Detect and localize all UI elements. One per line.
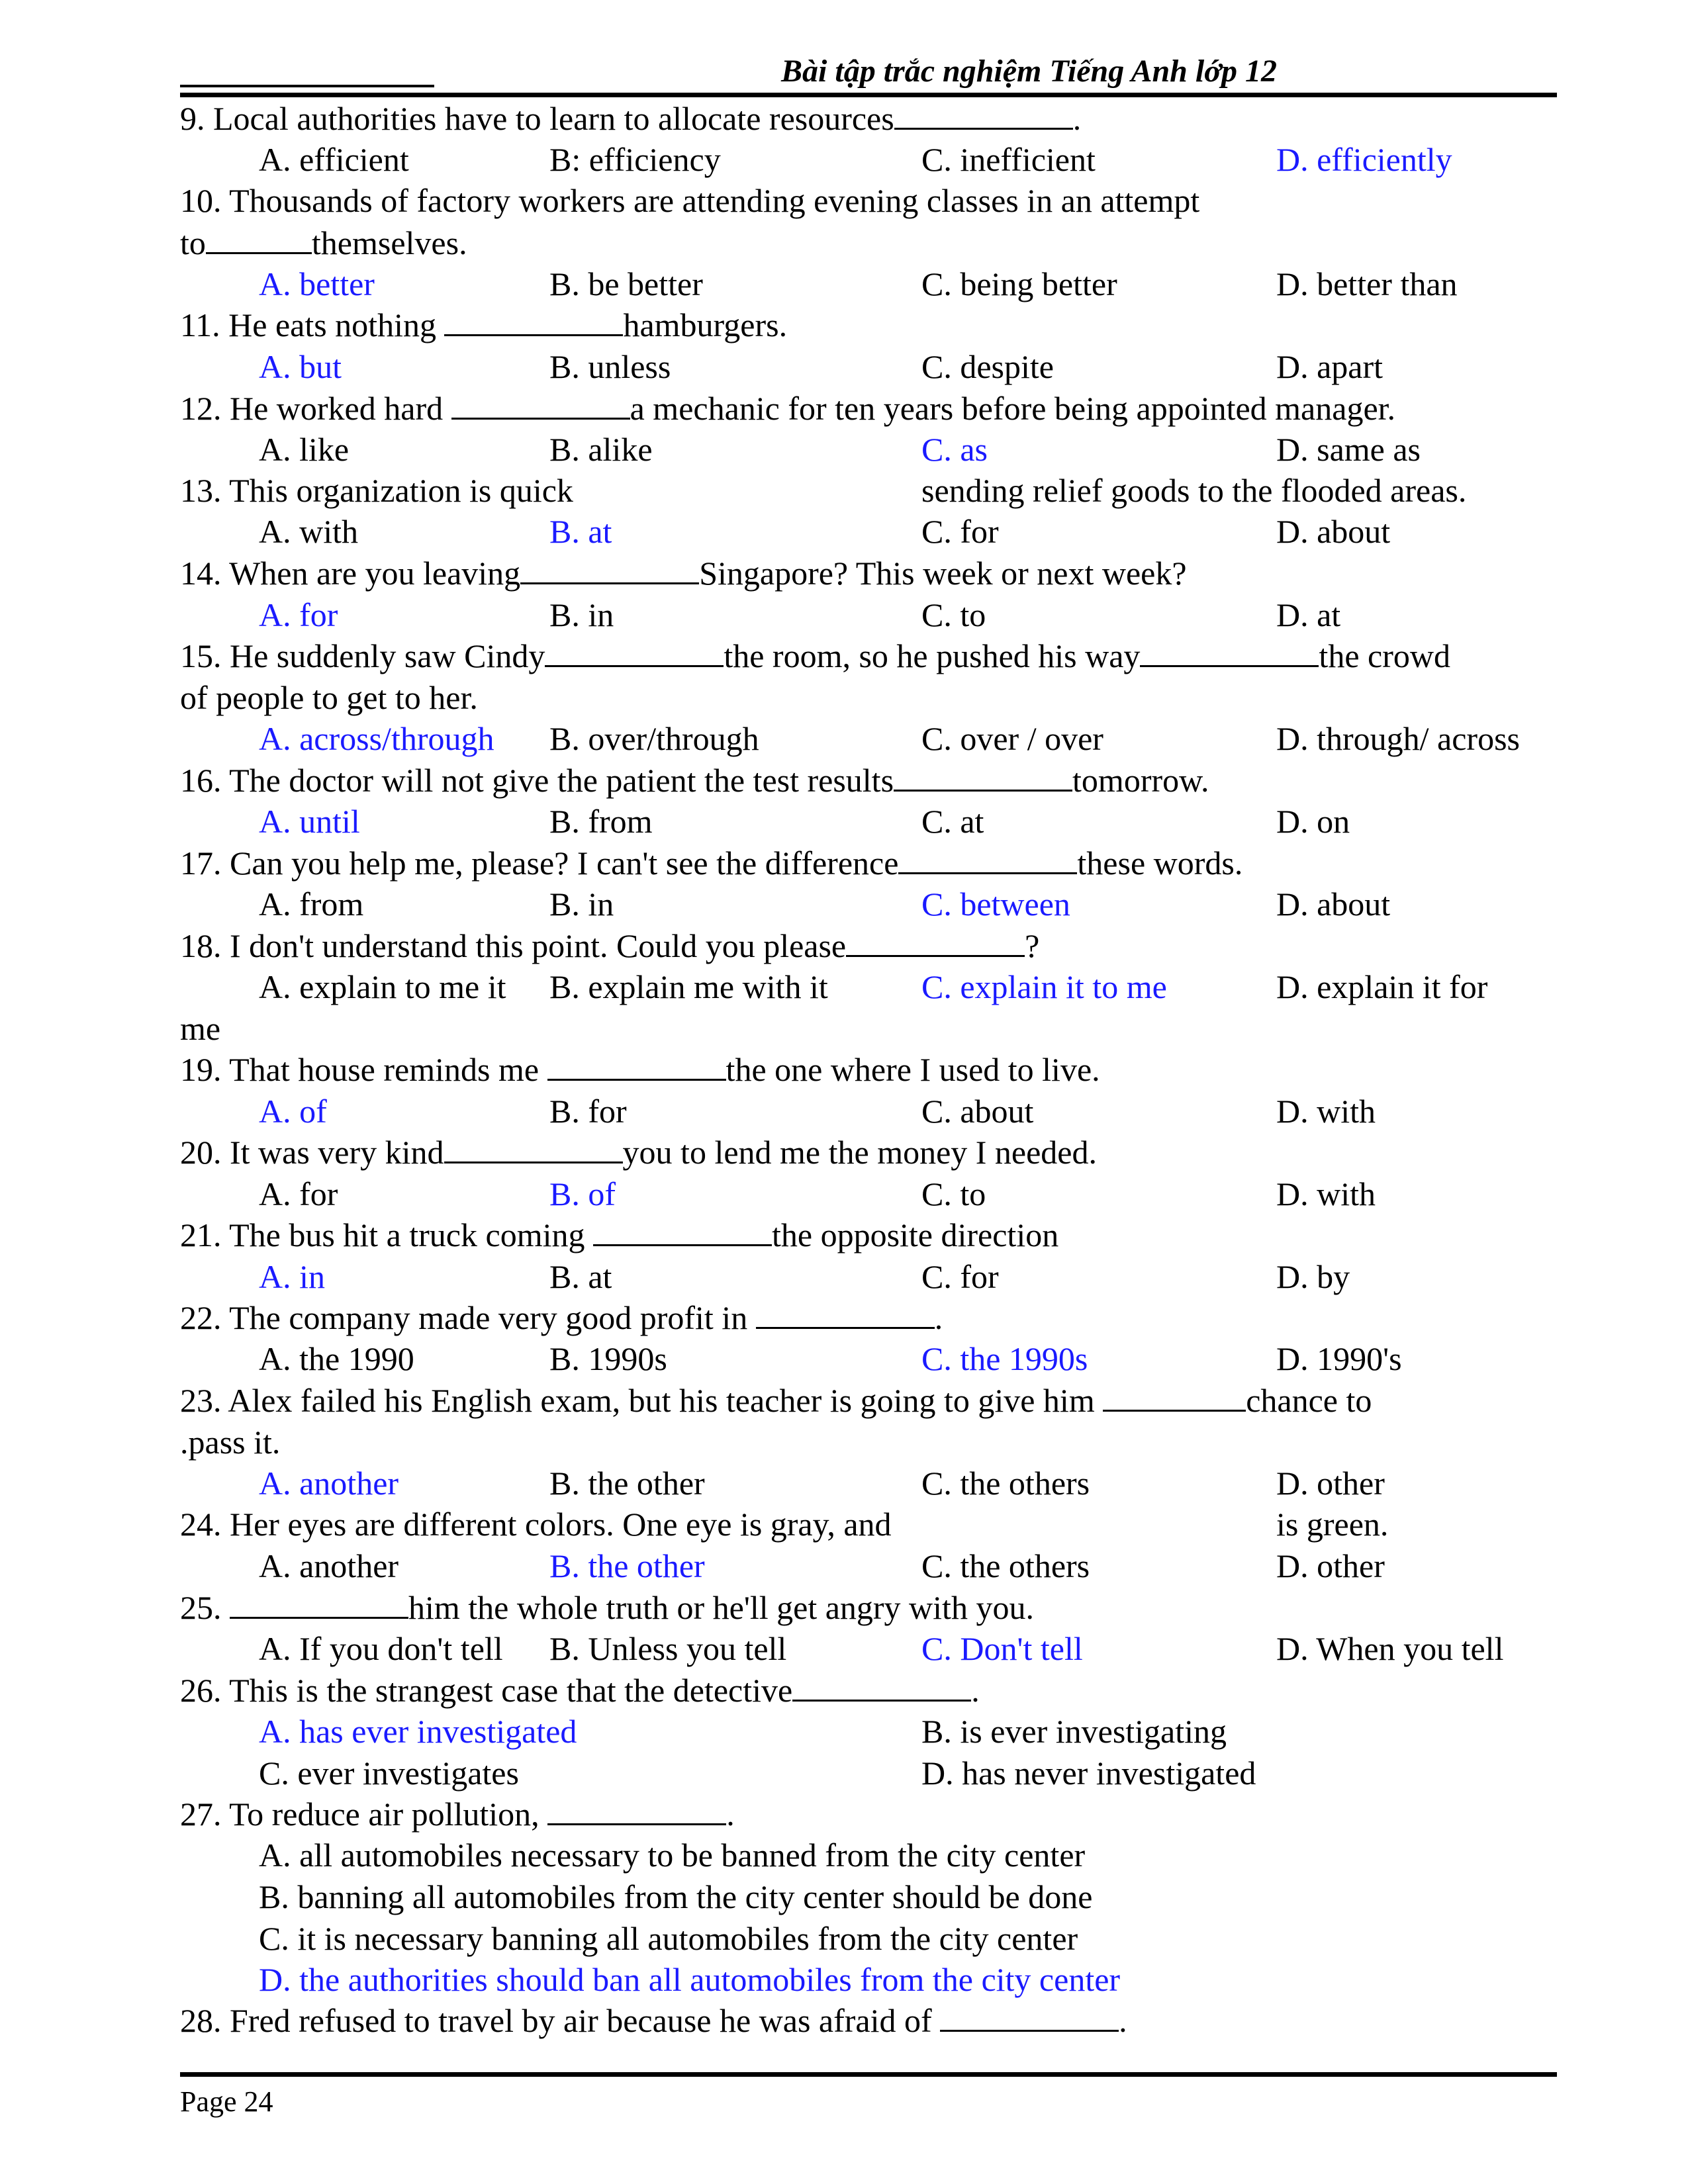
option-b: B. 1990s <box>549 1340 667 1377</box>
option-c-correct: C. explain it to me <box>921 968 1167 1005</box>
question-13: 13. This organization is quick <box>180 472 573 509</box>
question-11: 11. He eats nothing hamburgers. <box>180 306 788 343</box>
header-left-rule <box>180 85 434 87</box>
answer-blank <box>894 763 1072 792</box>
question-16: 16. The doctor will not give the patient the test results tomorrow. <box>180 762 1209 799</box>
question-18: 18. I don't understand this point. Could you please ? <box>180 927 1040 964</box>
option-b: B. be better <box>549 265 703 302</box>
answer-blank <box>444 1135 623 1163</box>
question-10-cont: to themselves. <box>180 224 467 261</box>
question-15: 15. He suddenly saw Cindy the room, so he pushed his way the crowd <box>180 637 1450 674</box>
question-9: 9. Local authorities have to learn to allocate resources . <box>180 100 1082 137</box>
question-27: 27. To reduce air pollution, . <box>180 1796 735 1833</box>
option-a: A. another <box>259 1547 399 1584</box>
footer-rule <box>180 2072 1557 2077</box>
option-a-correct: A. across/through <box>259 720 494 757</box>
option-d: D. by <box>1276 1258 1350 1295</box>
option-b-correct: B. at <box>549 513 612 550</box>
option-d: D. has never investigated <box>921 1754 1256 1792</box>
answer-blank <box>1103 1383 1246 1412</box>
option-b: B. is ever investigating <box>921 1713 1227 1750</box>
option-b: B. in <box>549 886 614 923</box>
question-19: 19. That house reminds me the one where I used to live. <box>180 1051 1100 1088</box>
option-d: D. apart <box>1276 348 1383 385</box>
answer-blank <box>206 226 312 254</box>
option-b: B. unless <box>549 348 671 385</box>
option-c: C. despite <box>921 348 1054 385</box>
answer-blank <box>520 556 699 584</box>
option-a-correct: A. of <box>259 1093 327 1130</box>
option-a-correct: A. for <box>259 596 338 633</box>
option-a-correct: A. but <box>259 348 342 385</box>
question-23-cont: .pass it. <box>180 1424 281 1461</box>
header-title: Bài tập trắc nghiệm Tiếng Anh lớp 12 <box>781 54 1277 89</box>
question-25: 25. him the whole truth or he'll get angry with you. <box>180 1589 1034 1626</box>
option-b: B. the other <box>549 1465 705 1502</box>
option-c: C. over / over <box>921 720 1103 757</box>
question-21: 21. The bus hit a truck coming the opposite direction <box>180 1216 1059 1253</box>
answer-blank <box>940 2003 1119 2032</box>
answer-blank <box>894 101 1073 130</box>
option-d: D. other <box>1276 1465 1385 1502</box>
option-a: A. efficient <box>259 141 409 178</box>
question-24-right: is green. <box>1276 1506 1389 1543</box>
answer-blank <box>545 639 724 667</box>
option-a-correct: A. another <box>259 1465 399 1502</box>
option-c-correct: C. as <box>921 431 988 468</box>
option-d: D. explain it for <box>1276 968 1488 1005</box>
option-d: D. 1990's <box>1276 1340 1402 1377</box>
option-b-correct: B. of <box>549 1175 616 1212</box>
answer-blank <box>230 1590 408 1619</box>
option-d-cont: me <box>180 1010 221 1047</box>
question-14: 14. When are you leaving Singapore? This week or next week? <box>180 555 1187 592</box>
option-c-correct: C. the 1990s <box>921 1340 1088 1377</box>
option-a: A. If you don't tell <box>259 1630 503 1667</box>
option-c-correct: C. between <box>921 886 1070 923</box>
answer-blank <box>846 929 1025 957</box>
option-a: A. like <box>259 431 350 468</box>
option-d-correct: D. efficiently <box>1276 141 1452 178</box>
answer-blank <box>451 391 630 420</box>
page-number: Page 24 <box>180 2085 273 2118</box>
question-24: 24. Her eyes are different colors. One eye is gray, and <box>180 1506 892 1543</box>
option-b: B. explain me with it <box>549 968 828 1005</box>
option-c: C. inefficient <box>921 141 1096 178</box>
answer-blank <box>593 1218 772 1246</box>
option-c: C. being better <box>921 265 1117 302</box>
header-rule <box>180 93 1557 97</box>
answer-blank <box>898 846 1077 874</box>
option-c: C. ever investigates <box>259 1754 519 1792</box>
answer-blank <box>547 1052 726 1081</box>
question-10: 10. Thousands of factory workers are attending evening classes in an attempt <box>180 182 1200 219</box>
option-c: C. for <box>921 1258 999 1295</box>
question-15-cont: of people to get to her. <box>180 679 478 716</box>
option-b: B. at <box>549 1258 612 1295</box>
question-12: 12. He worked hard a mechanic for ten years before being appointed manager. <box>180 390 1396 427</box>
option-d: D. about <box>1276 513 1391 550</box>
option-a-correct: A. has ever investigated <box>259 1713 577 1750</box>
option-d: D. other <box>1276 1547 1385 1584</box>
option-c: C. the others <box>921 1465 1090 1502</box>
option-c: C. about <box>921 1093 1034 1130</box>
answer-blank <box>756 1300 935 1329</box>
answer-blank <box>444 308 623 336</box>
question-17: 17. Can you help me, please? I can't see the difference these words. <box>180 844 1243 882</box>
option-a-correct: A. in <box>259 1258 325 1295</box>
option-a: A. all automobiles necessary to be banned from the city center <box>259 1837 1086 1874</box>
option-d-correct: D. the authorities should ban all automobiles from the city center <box>259 1961 1121 1998</box>
option-d: D. When you tell <box>1276 1630 1504 1667</box>
question-13-right: sending relief goods to the flooded areas. <box>921 472 1467 509</box>
option-a: A. with <box>259 513 358 550</box>
option-c: C. it is necessary banning all automobiles from the city center <box>259 1920 1078 1957</box>
question-20: 20. It was very kind you to lend me the money I needed. <box>180 1134 1098 1171</box>
option-c: C. at <box>921 803 984 840</box>
option-a: A. the 1990 <box>259 1340 414 1377</box>
option-c: C. for <box>921 513 999 550</box>
option-b: B. in <box>549 596 614 633</box>
option-b: B. alike <box>549 431 653 468</box>
option-d: D. with <box>1276 1175 1376 1212</box>
option-b: B. over/through <box>549 720 759 757</box>
option-d: D. better than <box>1276 265 1458 302</box>
option-c-correct: C. Don't tell <box>921 1630 1083 1667</box>
option-b: B: efficiency <box>549 141 721 178</box>
question-28: 28. Fred refused to travel by air because he was afraid of . <box>180 2002 1127 2039</box>
option-c: C. the others <box>921 1547 1090 1584</box>
option-c: C. to <box>921 596 986 633</box>
question-26: 26. This is the strangest case that the detective . <box>180 1672 980 1709</box>
option-d: D. same as <box>1276 431 1421 468</box>
option-d: D. about <box>1276 886 1391 923</box>
option-d: D. at <box>1276 596 1341 633</box>
option-c: C. to <box>921 1175 986 1212</box>
question-23: 23. Alex failed his English exam, but his teacher is going to give him chance to <box>180 1382 1372 1419</box>
option-b: B. from <box>549 803 653 840</box>
option-d: D. on <box>1276 803 1350 840</box>
answer-blank <box>1140 639 1319 667</box>
option-b: B. for <box>549 1093 627 1130</box>
option-a: A. explain to me it <box>259 968 506 1005</box>
option-a-correct: A. until <box>259 803 360 840</box>
option-d: D. through/ across <box>1276 720 1520 757</box>
option-a-correct: A. better <box>259 265 375 302</box>
option-b-correct: B. the other <box>549 1547 705 1584</box>
answer-blank <box>792 1673 971 1702</box>
option-b: B. banning all automobiles from the city center should be done <box>259 1878 1093 1915</box>
option-d: D. with <box>1276 1093 1376 1130</box>
question-22: 22. The company made very good profit in . <box>180 1299 943 1336</box>
answer-blank <box>547 1797 726 1825</box>
option-a: A. from <box>259 886 364 923</box>
option-b: B. Unless you tell <box>549 1630 787 1667</box>
option-a: A. for <box>259 1175 338 1212</box>
